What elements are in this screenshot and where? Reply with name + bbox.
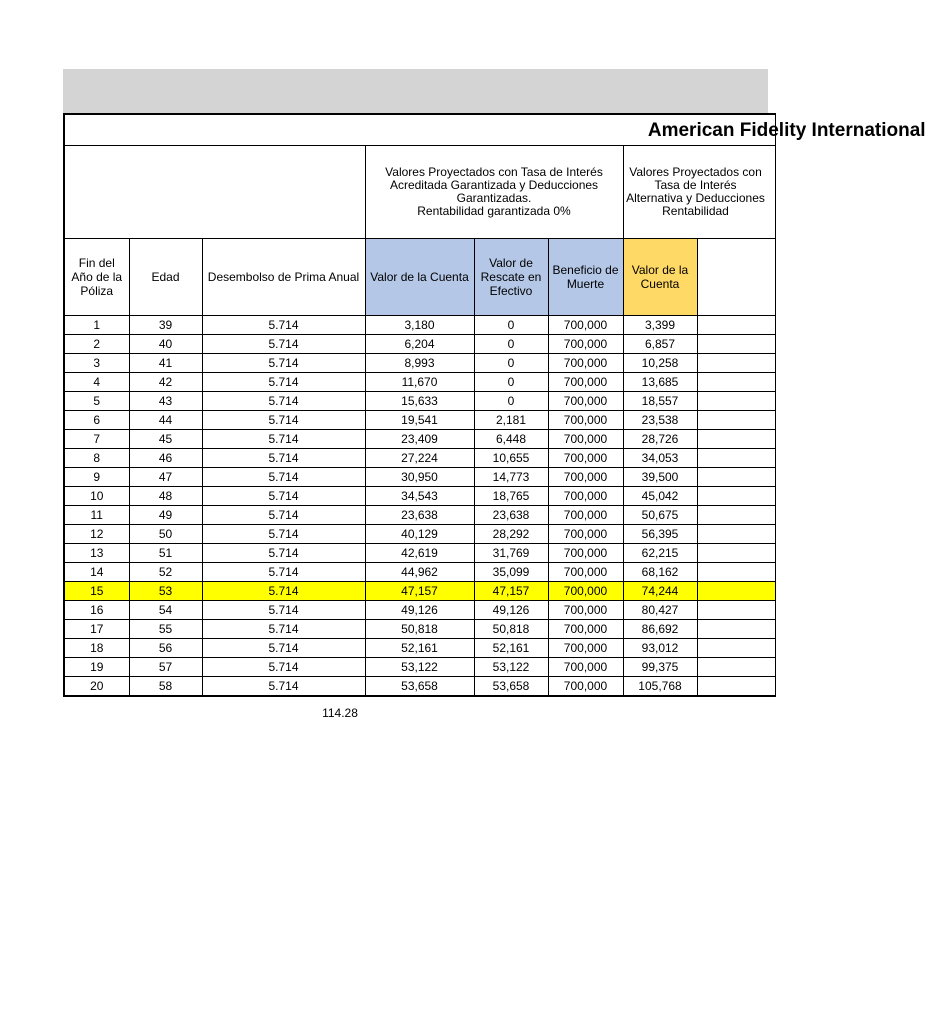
cell-account-value-alt: 68,162 bbox=[623, 563, 697, 582]
cell-surrender-value: 0 bbox=[474, 316, 548, 335]
cell-extra bbox=[697, 373, 775, 392]
cell-account-value-alt: 34,053 bbox=[623, 449, 697, 468]
illustration-table bbox=[63, 113, 926, 697]
header-band bbox=[63, 69, 768, 113]
cell-age: 47 bbox=[129, 468, 202, 487]
cell-account-value-alt: 10,258 bbox=[623, 354, 697, 373]
cell-account-value: 23,409 bbox=[365, 430, 474, 449]
col-header-account-value: Valor de la Cuenta bbox=[365, 239, 474, 316]
document-title bbox=[64, 114, 926, 146]
cell-death-benefit: 700,000 bbox=[548, 468, 623, 487]
cell-age: 53 bbox=[129, 582, 202, 601]
cell-premium: 5.714 bbox=[202, 639, 365, 658]
cell-age: 46 bbox=[129, 449, 202, 468]
cell-surrender-value: 14,773 bbox=[474, 468, 548, 487]
group-header-blank bbox=[64, 146, 365, 239]
cell-extra bbox=[697, 354, 775, 373]
cell-extra bbox=[697, 544, 775, 563]
cell-premium: 5.714 bbox=[202, 658, 365, 677]
cell-year: 6 bbox=[64, 411, 129, 430]
cell-year: 4 bbox=[64, 373, 129, 392]
cell-age: 39 bbox=[129, 316, 202, 335]
cell-account-value-alt: 3,399 bbox=[623, 316, 697, 335]
table-row bbox=[64, 658, 775, 677]
cell-death-benefit: 700,000 bbox=[548, 411, 623, 430]
cell-account-value: 27,224 bbox=[365, 449, 474, 468]
cell-account-value-alt: 74,244 bbox=[623, 582, 697, 601]
cell-premium: 5.714 bbox=[202, 525, 365, 544]
cell-death-benefit: 700,000 bbox=[548, 487, 623, 506]
cell-surrender-value: 53,658 bbox=[474, 677, 548, 697]
table-row bbox=[64, 544, 775, 563]
table-row bbox=[64, 525, 775, 544]
table-row bbox=[64, 449, 775, 468]
cell-age: 50 bbox=[129, 525, 202, 544]
cell-extra bbox=[697, 430, 775, 449]
cell-extra bbox=[697, 639, 775, 658]
cell-death-benefit: 700,000 bbox=[548, 563, 623, 582]
cell-year: 18 bbox=[64, 639, 129, 658]
cell-age: 41 bbox=[129, 354, 202, 373]
cell-year: 5 bbox=[64, 392, 129, 411]
cell-extra bbox=[697, 487, 775, 506]
cell-account-value-alt: 39,500 bbox=[623, 468, 697, 487]
col-header-death-benefit: Beneficio de Muerte bbox=[548, 239, 623, 316]
cell-death-benefit: 700,000 bbox=[548, 506, 623, 525]
cell-premium: 5.714 bbox=[202, 677, 365, 697]
cell-surrender-value: 35,099 bbox=[474, 563, 548, 582]
table-row bbox=[64, 582, 775, 601]
col-header-premium: Desembolso de Prima Anual bbox=[202, 239, 365, 316]
cell-surrender-value: 10,655 bbox=[474, 449, 548, 468]
cell-age: 45 bbox=[129, 430, 202, 449]
cell-account-value: 11,670 bbox=[365, 373, 474, 392]
cell-premium: 5.714 bbox=[202, 506, 365, 525]
cell-premium: 5.714 bbox=[202, 487, 365, 506]
cell-account-value-alt: 62,215 bbox=[623, 544, 697, 563]
cell-extra bbox=[697, 658, 775, 677]
cell-premium: 5.714 bbox=[202, 430, 365, 449]
cell-surrender-value: 53,122 bbox=[474, 658, 548, 677]
table-row bbox=[64, 639, 775, 658]
cell-age: 48 bbox=[129, 487, 202, 506]
cell-account-value: 6,204 bbox=[365, 335, 474, 354]
table-row bbox=[64, 392, 775, 411]
cell-extra bbox=[697, 335, 775, 354]
cell-surrender-value: 18,765 bbox=[474, 487, 548, 506]
cell-extra bbox=[697, 392, 775, 411]
cell-account-value-alt: 23,538 bbox=[623, 411, 697, 430]
cell-account-value-alt: 86,692 bbox=[623, 620, 697, 639]
cell-death-benefit: 700,000 bbox=[548, 658, 623, 677]
cell-surrender-value: 31,769 bbox=[474, 544, 548, 563]
cell-age: 58 bbox=[129, 677, 202, 697]
cell-premium: 5.714 bbox=[202, 373, 365, 392]
cell-surrender-value: 28,292 bbox=[474, 525, 548, 544]
cell-premium: 5.714 bbox=[202, 582, 365, 601]
cell-age: 52 bbox=[129, 563, 202, 582]
cell-year: 20 bbox=[64, 677, 129, 697]
cell-age: 43 bbox=[129, 392, 202, 411]
cell-surrender-value: 0 bbox=[474, 392, 548, 411]
cell-account-value: 30,950 bbox=[365, 468, 474, 487]
cell-year: 8 bbox=[64, 449, 129, 468]
table-row bbox=[64, 601, 775, 620]
cell-account-value-alt: 6,857 bbox=[623, 335, 697, 354]
table-row bbox=[64, 506, 775, 525]
cell-year: 15 bbox=[64, 582, 129, 601]
group-header-alternative bbox=[623, 146, 775, 239]
total-premium-note: 114.28 bbox=[322, 706, 358, 720]
cell-extra bbox=[697, 506, 775, 525]
cell-account-value: 42,619 bbox=[365, 544, 474, 563]
cell-age: 54 bbox=[129, 601, 202, 620]
cell-premium: 5.714 bbox=[202, 411, 365, 430]
table-row bbox=[64, 620, 775, 639]
cell-extra bbox=[697, 525, 775, 544]
table-row bbox=[64, 411, 775, 430]
group-header-guaranteed bbox=[365, 146, 623, 239]
table-row bbox=[64, 354, 775, 373]
cell-premium: 5.714 bbox=[202, 601, 365, 620]
title-text: American Fidelity International bbox=[647, 119, 926, 141]
cell-age: 49 bbox=[129, 506, 202, 525]
cell-account-value: 53,658 bbox=[365, 677, 474, 697]
cell-extra bbox=[697, 563, 775, 582]
cell-year: 12 bbox=[64, 525, 129, 544]
cell-year: 19 bbox=[64, 658, 129, 677]
cell-account-value: 53,122 bbox=[365, 658, 474, 677]
col-header-year: Fin del Año de la Póliza bbox=[64, 239, 129, 316]
cell-surrender-value: 47,157 bbox=[474, 582, 548, 601]
cell-extra bbox=[697, 316, 775, 335]
cell-surrender-value: 23,638 bbox=[474, 506, 548, 525]
cell-year: 14 bbox=[64, 563, 129, 582]
cell-death-benefit: 700,000 bbox=[548, 430, 623, 449]
cell-surrender-value: 6,448 bbox=[474, 430, 548, 449]
cell-age: 44 bbox=[129, 411, 202, 430]
cell-surrender-value: 0 bbox=[474, 354, 548, 373]
cell-account-value-alt: 45,042 bbox=[623, 487, 697, 506]
cell-year: 17 bbox=[64, 620, 129, 639]
cell-death-benefit: 700,000 bbox=[548, 316, 623, 335]
cell-death-benefit: 700,000 bbox=[548, 620, 623, 639]
cell-account-value-alt: 13,685 bbox=[623, 373, 697, 392]
alternative-group-text: Valores Proyectados con Tasa de Interés Alternativa y Deducciones Rentabilidad bbox=[626, 165, 765, 218]
cell-account-value: 19,541 bbox=[365, 411, 474, 430]
cell-extra bbox=[697, 411, 775, 430]
table-row bbox=[64, 468, 775, 487]
cell-extra bbox=[697, 449, 775, 468]
illustration-sheet bbox=[63, 113, 926, 705]
table-row bbox=[64, 563, 775, 582]
table-row bbox=[64, 373, 775, 392]
cell-premium: 5.714 bbox=[202, 335, 365, 354]
cell-account-value: 47,157 bbox=[365, 582, 474, 601]
cell-premium: 5.714 bbox=[202, 316, 365, 335]
cell-account-value: 49,126 bbox=[365, 601, 474, 620]
cell-year: 7 bbox=[64, 430, 129, 449]
cell-death-benefit: 700,000 bbox=[548, 582, 623, 601]
table-row bbox=[64, 335, 775, 354]
cell-year: 16 bbox=[64, 601, 129, 620]
cell-death-benefit: 700,000 bbox=[548, 335, 623, 354]
cell-surrender-value: 50,818 bbox=[474, 620, 548, 639]
cell-account-value: 23,638 bbox=[365, 506, 474, 525]
cell-account-value-alt: 18,557 bbox=[623, 392, 697, 411]
cell-extra bbox=[697, 620, 775, 639]
cell-death-benefit: 700,000 bbox=[548, 392, 623, 411]
cell-premium: 5.714 bbox=[202, 468, 365, 487]
cell-account-value: 15,633 bbox=[365, 392, 474, 411]
cell-account-value-alt: 99,375 bbox=[623, 658, 697, 677]
cell-surrender-value: 0 bbox=[474, 373, 548, 392]
cell-death-benefit: 700,000 bbox=[548, 639, 623, 658]
cell-account-value: 3,180 bbox=[365, 316, 474, 335]
cell-extra bbox=[697, 468, 775, 487]
cell-extra bbox=[697, 677, 775, 697]
cell-extra bbox=[697, 601, 775, 620]
cell-surrender-value: 49,126 bbox=[474, 601, 548, 620]
cell-account-value-alt: 56,395 bbox=[623, 525, 697, 544]
cell-account-value: 34,543 bbox=[365, 487, 474, 506]
cell-year: 2 bbox=[64, 335, 129, 354]
cell-year: 13 bbox=[64, 544, 129, 563]
cell-account-value-alt: 28,726 bbox=[623, 430, 697, 449]
cell-account-value-alt: 80,427 bbox=[623, 601, 697, 620]
cell-account-value-alt: 105,768 bbox=[623, 677, 697, 697]
cell-account-value: 52,161 bbox=[365, 639, 474, 658]
cell-death-benefit: 700,000 bbox=[548, 449, 623, 468]
cell-age: 57 bbox=[129, 658, 202, 677]
cell-surrender-value: 2,181 bbox=[474, 411, 548, 430]
cell-age: 42 bbox=[129, 373, 202, 392]
cell-year: 10 bbox=[64, 487, 129, 506]
table-row bbox=[64, 430, 775, 449]
cell-death-benefit: 700,000 bbox=[548, 354, 623, 373]
cell-death-benefit: 700,000 bbox=[548, 544, 623, 563]
cell-premium: 5.714 bbox=[202, 354, 365, 373]
cell-account-value-alt: 50,675 bbox=[623, 506, 697, 525]
cell-premium: 5.714 bbox=[202, 449, 365, 468]
table-row bbox=[64, 487, 775, 506]
cell-premium: 5.714 bbox=[202, 544, 365, 563]
cell-age: 51 bbox=[129, 544, 202, 563]
col-header-age: Edad bbox=[129, 239, 202, 316]
guaranteed-group-text: Valores Proyectados con Tasa de Interés Acreditada Garantizada y Deducciones Garantizadas. Rentabilidad garantizada 0% bbox=[385, 165, 603, 218]
cell-age: 40 bbox=[129, 335, 202, 354]
cell-death-benefit: 700,000 bbox=[548, 677, 623, 697]
cell-premium: 5.714 bbox=[202, 392, 365, 411]
cell-death-benefit: 700,000 bbox=[548, 525, 623, 544]
cell-surrender-value: 0 bbox=[474, 335, 548, 354]
cell-death-benefit: 700,000 bbox=[548, 373, 623, 392]
cell-account-value-alt: 93,012 bbox=[623, 639, 697, 658]
cell-year: 1 bbox=[64, 316, 129, 335]
cell-age: 56 bbox=[129, 639, 202, 658]
cell-year: 9 bbox=[64, 468, 129, 487]
col-header-extra bbox=[697, 239, 775, 316]
cell-premium: 5.714 bbox=[202, 563, 365, 582]
cell-premium: 5.714 bbox=[202, 620, 365, 639]
cell-extra bbox=[697, 582, 775, 601]
table-row bbox=[64, 316, 775, 335]
cell-year: 3 bbox=[64, 354, 129, 373]
table-row bbox=[64, 677, 775, 697]
cell-age: 55 bbox=[129, 620, 202, 639]
cell-surrender-value: 52,161 bbox=[474, 639, 548, 658]
cell-death-benefit: 700,000 bbox=[548, 601, 623, 620]
col-header-surrender-value: Valor de Rescate en Efectivo bbox=[474, 239, 548, 316]
cell-account-value: 40,129 bbox=[365, 525, 474, 544]
cell-year: 11 bbox=[64, 506, 129, 525]
col-header-account-value-alt: Valor de la Cuenta bbox=[623, 239, 697, 316]
cell-account-value: 50,818 bbox=[365, 620, 474, 639]
cell-account-value: 44,962 bbox=[365, 563, 474, 582]
cell-account-value: 8,993 bbox=[365, 354, 474, 373]
